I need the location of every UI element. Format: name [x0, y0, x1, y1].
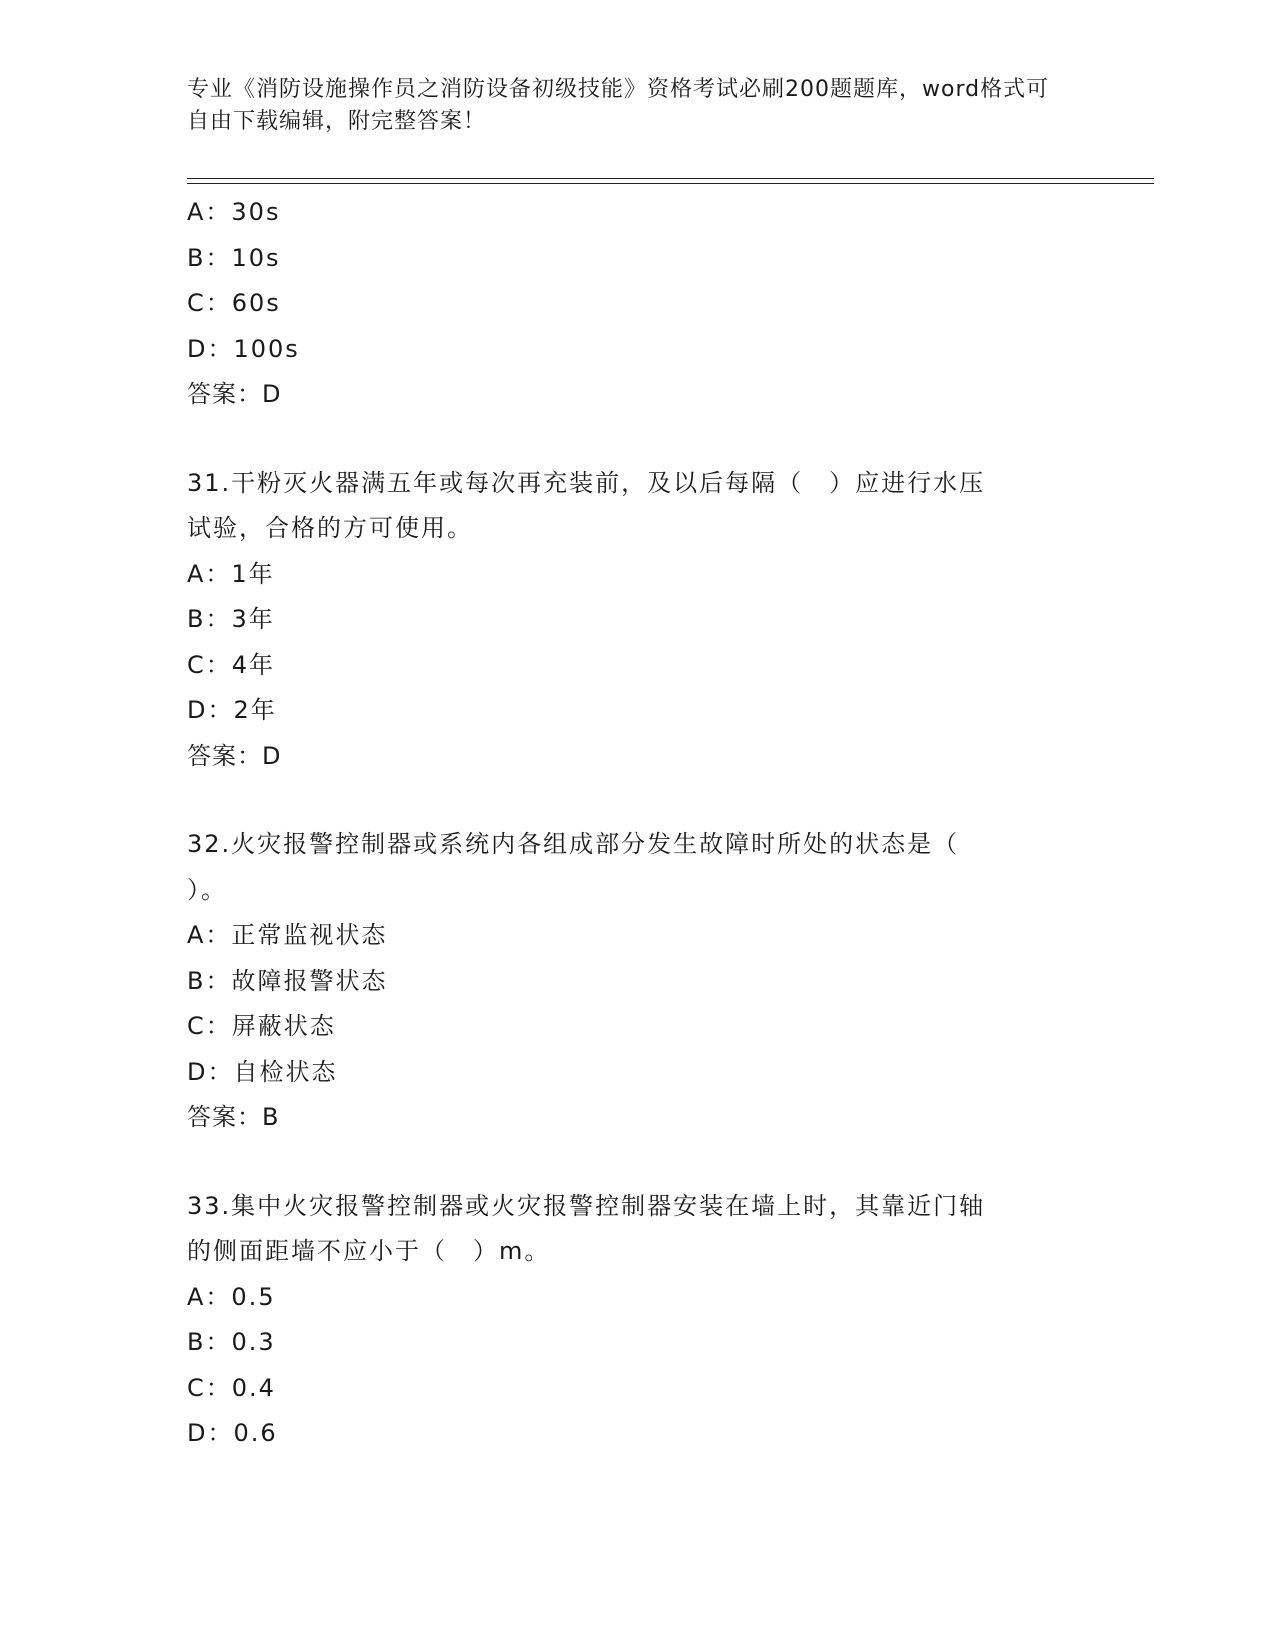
option-d: D：2年 [187, 696, 277, 724]
option-a: A：1年 [187, 559, 275, 588]
question-32 [187, 822, 1087, 1141]
question-33 [187, 1184, 1087, 1457]
option-c: C：4年 [187, 650, 276, 679]
question-text-line-2: ）。 [187, 875, 227, 904]
option-b: B：10s [187, 243, 281, 272]
question-text-line-2: 的侧面距墙不应小于（ ）m。 [187, 1237, 551, 1265]
answer: 答案：D [187, 380, 282, 408]
option-d: D：自检状态 [187, 1057, 338, 1086]
document-header: 专业《消防设施操作员之消防设备初级技能》资格考试必刷200题题库，word格式可自由下载编辑，附完整答案！ [187, 77, 1050, 134]
question-list [187, 190, 1087, 1457]
option-c: C：60s [187, 289, 281, 317]
option-d: D：100s [187, 334, 300, 363]
answer: 答案：D [187, 741, 282, 770]
header-divider-bottom [187, 183, 1154, 184]
answer: 答案：B [187, 1103, 280, 1131]
option-b: B：故障报警状态 [187, 966, 388, 995]
option-a: A：0.5 [187, 1282, 276, 1311]
question-text-line-1: 32.火灾报警控制器或系统内各组成部分发生故障时所处的状态是（ [187, 830, 960, 858]
option-d: D：0.6 [187, 1419, 278, 1447]
option-a: A：30s [187, 198, 281, 226]
option-c: C：屏蔽状态 [187, 1012, 336, 1040]
question-text-line-1: 31.干粉灭火器满五年或每次再充装前，及以后每隔（ ）应进行水压 [187, 468, 986, 497]
option-c: C：0.4 [187, 1373, 276, 1402]
question-30-continued [187, 190, 1087, 418]
option-a: A：正常监视状态 [187, 921, 388, 949]
question-text-line-2: 试验，合格的方可使用。 [187, 514, 473, 542]
question-text-line-1: 33.集中火灾报警控制器或火灾报警控制器安装在墙上时，其靠近门轴 [187, 1191, 986, 1220]
header-divider-top [187, 178, 1154, 179]
option-b: B：0.3 [187, 1328, 276, 1356]
question-31 [187, 461, 1087, 780]
option-b: B：3年 [187, 605, 275, 633]
